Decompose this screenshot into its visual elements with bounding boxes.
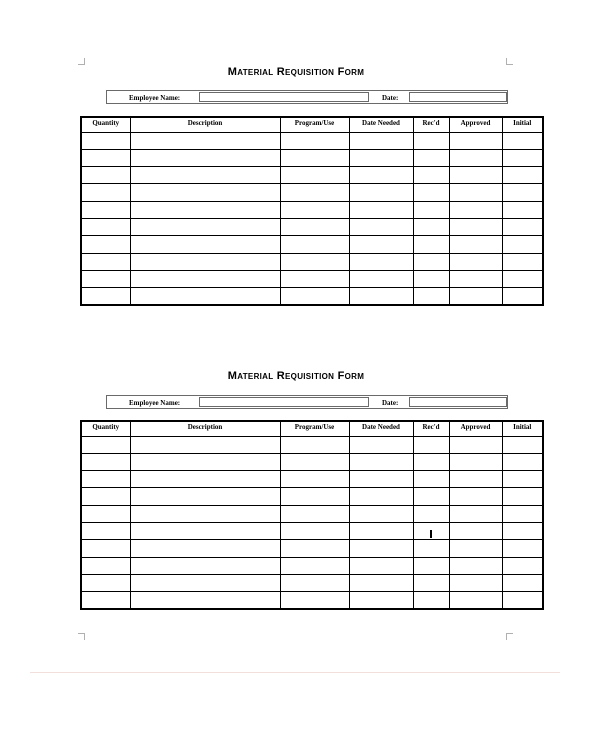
- table-cell-date-needed[interactable]: [349, 149, 413, 166]
- table-cell-description[interactable]: [130, 557, 280, 574]
- table-cell-quantity[interactable]: [81, 471, 130, 488]
- table-cell-approved[interactable]: [449, 471, 502, 488]
- page-corner-mark-top-left: [78, 58, 85, 65]
- table-cell-date-needed[interactable]: [349, 270, 413, 287]
- table-row: [81, 218, 543, 235]
- table-cell-initial[interactable]: [502, 149, 543, 166]
- table-cell-approved[interactable]: [449, 184, 502, 201]
- table-cell-program-use[interactable]: [280, 288, 349, 305]
- column-header-program-use: Program/Use: [280, 421, 349, 436]
- table-cell-quantity[interactable]: [81, 167, 130, 184]
- table-cell-program-use[interactable]: [280, 471, 349, 488]
- table-cell-initial[interactable]: [502, 488, 543, 505]
- table-row: [81, 288, 543, 305]
- table-cell-program-use[interactable]: [280, 270, 349, 287]
- page-corner-mark-top-right: [506, 58, 513, 65]
- table-cell-recd[interactable]: [413, 453, 449, 470]
- table-cell-program-use[interactable]: [280, 488, 349, 505]
- form-2-date-field[interactable]: [409, 397, 507, 407]
- table-cell-approved[interactable]: [449, 436, 502, 453]
- form-1-header-row: [81, 117, 543, 132]
- table-cell-description[interactable]: [130, 270, 280, 287]
- table-cell-description[interactable]: [130, 592, 280, 609]
- table-cell-description[interactable]: [130, 436, 280, 453]
- table-cell-description[interactable]: [130, 505, 280, 522]
- column-header-approved: Approved: [449, 421, 502, 436]
- table-cell-quantity[interactable]: [81, 218, 130, 235]
- form-1-date-field[interactable]: [409, 92, 507, 102]
- column-header-quantity: Quantity: [81, 117, 130, 132]
- column-header-initial: Initial: [502, 421, 543, 436]
- form-2-header-row: [81, 421, 543, 436]
- table-row: [81, 167, 543, 184]
- table-cell-program-use[interactable]: [280, 592, 349, 609]
- table-cell-initial[interactable]: [502, 132, 543, 149]
- table-cell-description[interactable]: [130, 471, 280, 488]
- table-cell-date-needed[interactable]: [349, 471, 413, 488]
- table-cell-recd[interactable]: [413, 270, 449, 287]
- form-2-employee-name-field[interactable]: [199, 397, 369, 407]
- table-cell-recd[interactable]: [413, 505, 449, 522]
- table-cell-quantity[interactable]: [81, 574, 130, 591]
- table-cell-description[interactable]: [130, 201, 280, 218]
- table-cell-date-needed[interactable]: [349, 201, 413, 218]
- table-cell-recd[interactable]: [413, 574, 449, 591]
- table-cell-approved[interactable]: [449, 270, 502, 287]
- page-corner-mark-bottom-left: [78, 633, 85, 640]
- table-row: [81, 574, 543, 591]
- table-row: [81, 149, 543, 166]
- table-cell-approved[interactable]: [449, 574, 502, 591]
- table-cell-initial[interactable]: [502, 453, 543, 470]
- table-row: [81, 505, 543, 522]
- column-header-recd: Rec'd: [413, 117, 449, 132]
- table-cell-program-use[interactable]: [280, 453, 349, 470]
- table-cell-quantity[interactable]: [81, 453, 130, 470]
- table-cell-recd[interactable]: [413, 288, 449, 305]
- table-cell-approved[interactable]: [449, 288, 502, 305]
- column-header-recd: Rec'd: [413, 421, 449, 436]
- table-cell-quantity[interactable]: [81, 505, 130, 522]
- table-cell-approved[interactable]: [449, 453, 502, 470]
- page-bottom-rule: [30, 672, 560, 673]
- table-cell-initial[interactable]: [502, 218, 543, 235]
- table-cell-recd[interactable]: [413, 592, 449, 609]
- table-cell-initial[interactable]: [502, 201, 543, 218]
- table-cell-initial[interactable]: [502, 436, 543, 453]
- table-cell-program-use[interactable]: [280, 557, 349, 574]
- form-2-title: Material Requisition Form: [227, 370, 365, 382]
- table-cell-date-needed[interactable]: [349, 505, 413, 522]
- table-cell-date-needed[interactable]: [349, 236, 413, 253]
- table-cell-initial[interactable]: [502, 167, 543, 184]
- table-row: [81, 557, 543, 574]
- table-cell-date-needed[interactable]: [349, 132, 413, 149]
- table-cell-program-use[interactable]: [280, 201, 349, 218]
- table-cell-initial[interactable]: [502, 471, 543, 488]
- table-cell-quantity[interactable]: [81, 592, 130, 609]
- column-header-date-needed: Date Needed: [349, 421, 413, 436]
- table-cell-initial[interactable]: [502, 592, 543, 609]
- table-row: [81, 132, 543, 149]
- column-header-date-needed: Date Needed: [349, 117, 413, 132]
- table-cell-description[interactable]: [130, 184, 280, 201]
- table-cell-quantity[interactable]: [81, 436, 130, 453]
- table-cell-date-needed[interactable]: [349, 167, 413, 184]
- table-cell-description[interactable]: [130, 288, 280, 305]
- column-header-quantity: Quantity: [81, 421, 130, 436]
- table-cell-quantity[interactable]: [81, 236, 130, 253]
- form-1-date-label: Date:: [382, 94, 399, 102]
- form-2-header-box: [106, 395, 508, 409]
- form-2-employee-label: Employee Name:: [129, 399, 181, 407]
- table-cell-program-use[interactable]: [280, 540, 349, 557]
- table-cell-description[interactable]: [130, 167, 280, 184]
- table-cell-program-use[interactable]: [280, 132, 349, 149]
- table-cell-recd[interactable]: [413, 253, 449, 270]
- table-cell-approved[interactable]: [449, 557, 502, 574]
- table-cell-description[interactable]: [130, 488, 280, 505]
- table-cell-program-use[interactable]: [280, 236, 349, 253]
- form-1-employee-label: Employee Name:: [129, 94, 181, 102]
- table-cell-recd[interactable]: [413, 167, 449, 184]
- table-cell-initial[interactable]: [502, 184, 543, 201]
- table-cell-recd[interactable]: [413, 201, 449, 218]
- table-cell-date-needed[interactable]: [349, 574, 413, 591]
- table-cell-approved[interactable]: [449, 488, 502, 505]
- table-cell-approved[interactable]: [449, 201, 502, 218]
- table-cell-approved[interactable]: [449, 167, 502, 184]
- page-corner-mark-bottom-right: [506, 633, 513, 640]
- table-cell-quantity[interactable]: [81, 253, 130, 270]
- table-cell-initial[interactable]: [502, 505, 543, 522]
- table-cell-recd[interactable]: [413, 184, 449, 201]
- table-row: [81, 236, 543, 253]
- column-header-description: Description: [130, 421, 280, 436]
- form-2-requisition-table: [80, 420, 544, 610]
- table-cell-initial[interactable]: [502, 253, 543, 270]
- table-cell-program-use[interactable]: [280, 574, 349, 591]
- table-cell-description[interactable]: [130, 218, 280, 235]
- table-cell-quantity[interactable]: [81, 522, 130, 539]
- table-cell-quantity[interactable]: [81, 540, 130, 557]
- table-cell-initial[interactable]: [502, 236, 543, 253]
- table-cell-initial[interactable]: [502, 574, 543, 591]
- table-cell-description[interactable]: [130, 253, 280, 270]
- table-cell-description[interactable]: [130, 540, 280, 557]
- table-row: [81, 436, 543, 453]
- table-cell-date-needed[interactable]: [349, 488, 413, 505]
- table-cell-quantity[interactable]: [81, 184, 130, 201]
- table-cell-date-needed[interactable]: [349, 522, 413, 539]
- table-cell-description[interactable]: [130, 236, 280, 253]
- table-row: [81, 592, 543, 609]
- table-row: [81, 184, 543, 201]
- table-cell-initial[interactable]: [502, 540, 543, 557]
- table-cell-initial[interactable]: [502, 557, 543, 574]
- table-cell-recd[interactable]: [413, 436, 449, 453]
- table-cell-approved[interactable]: [449, 253, 502, 270]
- table-cell-date-needed[interactable]: [349, 557, 413, 574]
- table-row: [81, 201, 543, 218]
- table-cell-program-use[interactable]: [280, 184, 349, 201]
- table-cell-description[interactable]: [130, 522, 280, 539]
- table-cell-program-use[interactable]: [280, 253, 349, 270]
- table-row: [81, 522, 543, 539]
- form-1-header-box: [106, 90, 508, 104]
- table-cell-date-needed[interactable]: [349, 453, 413, 470]
- table-cell-recd[interactable]: [413, 488, 449, 505]
- table-cell-quantity[interactable]: [81, 288, 130, 305]
- table-row: [81, 471, 543, 488]
- table-cell-description[interactable]: [130, 453, 280, 470]
- table-cell-date-needed[interactable]: [349, 288, 413, 305]
- table-cell-date-needed[interactable]: [349, 592, 413, 609]
- table-row: [81, 453, 543, 470]
- table-row: [81, 488, 543, 505]
- table-cell-approved[interactable]: [449, 236, 502, 253]
- table-cell-quantity[interactable]: [81, 149, 130, 166]
- table-cell-quantity[interactable]: [81, 270, 130, 287]
- table-cell-date-needed[interactable]: [349, 218, 413, 235]
- table-cell-date-needed[interactable]: [349, 253, 413, 270]
- table-cell-program-use[interactable]: [280, 505, 349, 522]
- table-cell-date-needed[interactable]: [349, 436, 413, 453]
- column-header-description: Description: [130, 117, 280, 132]
- table-cell-approved[interactable]: [449, 218, 502, 235]
- table-cell-quantity[interactable]: [81, 201, 130, 218]
- form-1-employee-name-field[interactable]: [199, 92, 369, 102]
- table-cell-date-needed[interactable]: [349, 540, 413, 557]
- table-cell-quantity[interactable]: [81, 132, 130, 149]
- table-cell-program-use[interactable]: [280, 522, 349, 539]
- table-cell-recd[interactable]: [413, 149, 449, 166]
- table-cell-program-use[interactable]: [280, 167, 349, 184]
- table-row: [81, 270, 543, 287]
- table-cell-recd[interactable]: [413, 540, 449, 557]
- table-cell-recd[interactable]: [413, 132, 449, 149]
- table-cell-initial[interactable]: [502, 270, 543, 287]
- form-2-date-label: Date:: [382, 399, 399, 407]
- table-cell-initial[interactable]: [502, 522, 543, 539]
- table-cell-description[interactable]: [130, 149, 280, 166]
- form-1-requisition-table: [80, 116, 544, 306]
- table-cell-recd[interactable]: [413, 236, 449, 253]
- table-cell-quantity[interactable]: [81, 488, 130, 505]
- table-cell-program-use[interactable]: [280, 218, 349, 235]
- table-cell-initial[interactable]: [502, 288, 543, 305]
- table-cell-approved[interactable]: [449, 149, 502, 166]
- table-cell-approved[interactable]: [449, 505, 502, 522]
- table-cell-recd[interactable]: [413, 557, 449, 574]
- table-cell-approved[interactable]: [449, 540, 502, 557]
- table-cell-description[interactable]: [130, 132, 280, 149]
- table-cell-quantity[interactable]: [81, 557, 130, 574]
- table-cell-recd[interactable]: [413, 471, 449, 488]
- column-header-program-use: Program/Use: [280, 117, 349, 132]
- column-header-initial: Initial: [502, 117, 543, 132]
- table-cell-recd[interactable]: [413, 218, 449, 235]
- column-header-approved: Approved: [449, 117, 502, 132]
- table-cell-approved[interactable]: [449, 132, 502, 149]
- table-cell-description[interactable]: [130, 574, 280, 591]
- table-cell-program-use[interactable]: [280, 436, 349, 453]
- table-cell-approved[interactable]: [449, 592, 502, 609]
- table-row: [81, 253, 543, 270]
- text-cursor-mark: [430, 530, 432, 538]
- table-cell-date-needed[interactable]: [349, 184, 413, 201]
- table-cell-approved[interactable]: [449, 522, 502, 539]
- table-cell-program-use[interactable]: [280, 149, 349, 166]
- form-1-title: Material Requisition Form: [227, 66, 365, 78]
- table-row: [81, 540, 543, 557]
